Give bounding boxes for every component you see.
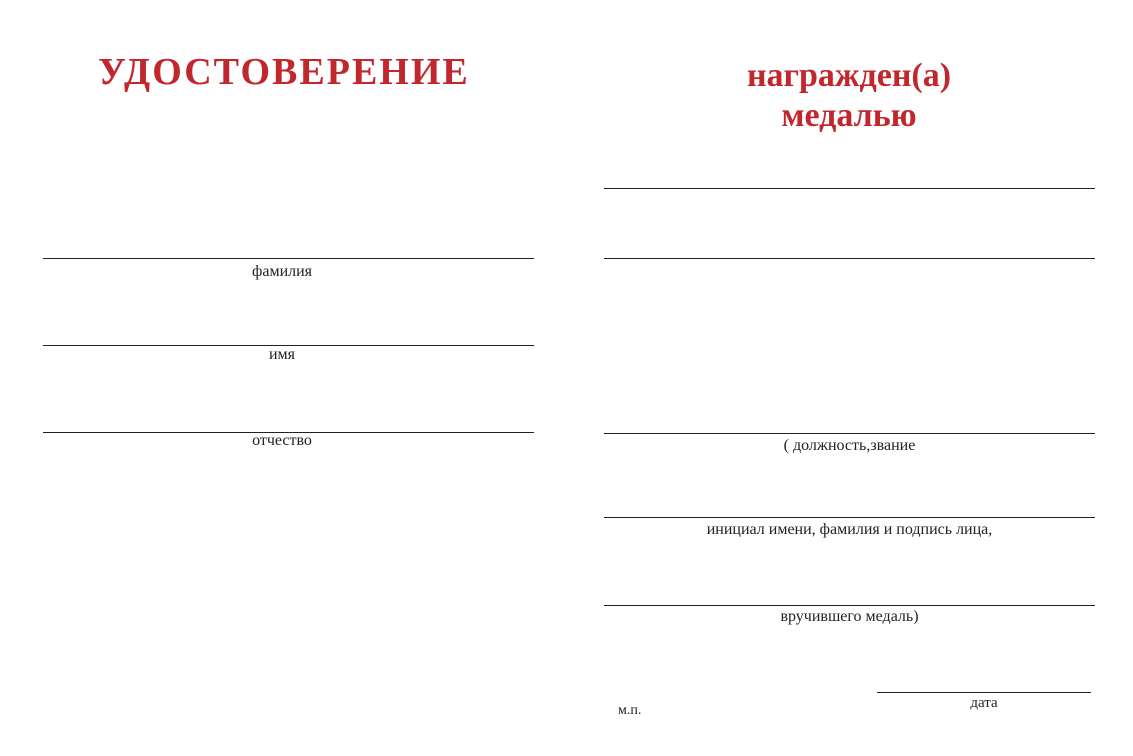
presenter-line[interactable]	[604, 605, 1095, 606]
left-page	[0, 0, 566, 756]
medal-name-line-2[interactable]	[604, 258, 1095, 259]
surname-label: фамилия	[251, 263, 313, 280]
surname-line[interactable]	[43, 258, 534, 259]
certificate-title: УДОСТОВЕРЕНИЕ	[98, 51, 470, 93]
position-rank-line[interactable]	[604, 433, 1095, 434]
position-rank-label: ( должность,звание	[783, 437, 916, 454]
awarded-title-line1: награжден(а)	[746, 57, 952, 94]
awarded-title-line2: медалью	[781, 97, 917, 134]
name-label: имя	[268, 346, 296, 363]
stamp-place-label: м.п.	[618, 703, 642, 718]
patronymic-label: отчество	[252, 432, 312, 449]
date-label: дата	[970, 695, 998, 711]
right-page	[566, 0, 1133, 756]
signature-line[interactable]	[604, 517, 1095, 518]
signature-label: инициал имени, фамилия и подпись лица,	[706, 521, 993, 538]
awarded-title	[604, 56, 1094, 136]
medal-name-line-1[interactable]	[604, 188, 1095, 189]
presenter-label: вручившего медаль)	[780, 608, 919, 625]
